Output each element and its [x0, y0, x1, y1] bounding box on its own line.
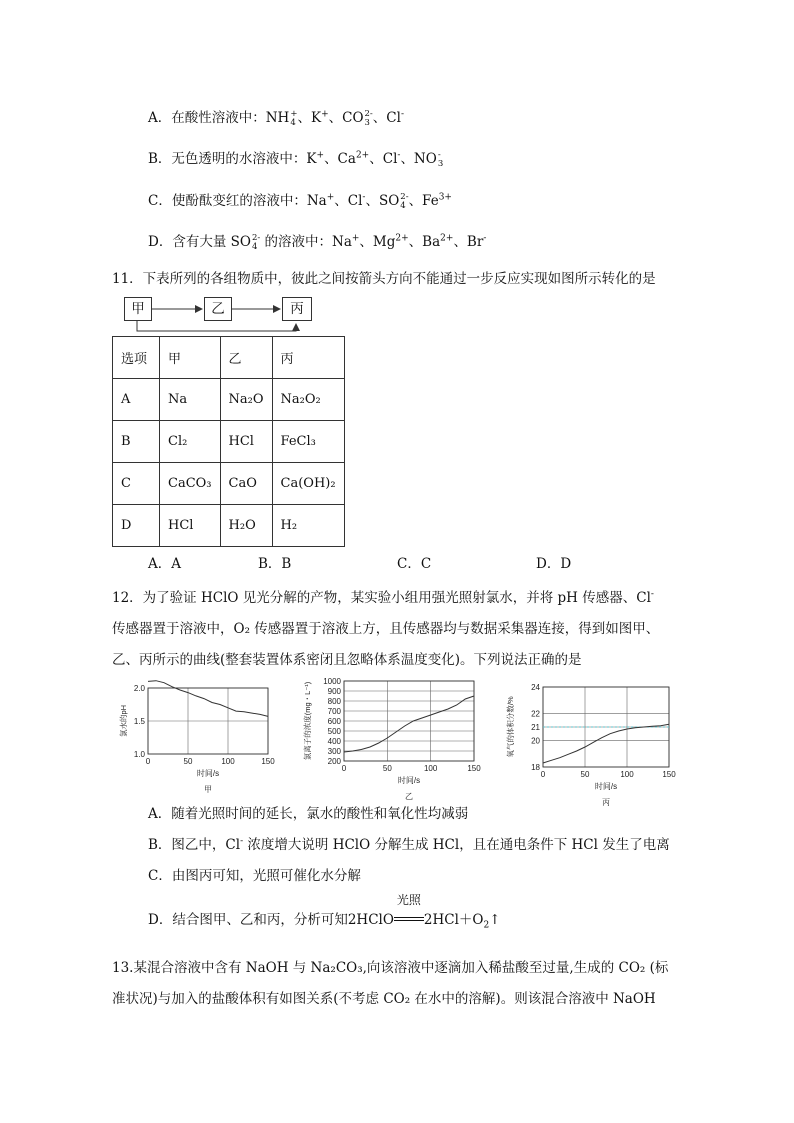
flow-box-jia: 甲 — [124, 297, 152, 321]
x-tick-label: 50 — [183, 757, 193, 766]
q11-answer-b: B．B — [258, 556, 292, 572]
y-axis-label: 氧气的体积分数/% — [506, 696, 515, 758]
q12-option-b: B．图乙中，Cl- 浓度增大说明 HClO 分解生成 HCl，且在通电条件下 HCl 发生了电离 — [148, 836, 670, 853]
x-tick-label: 0 — [145, 757, 151, 766]
y-tick-label: 18 — [531, 763, 540, 772]
q13-line2: 准状况)与加入的盐酸体积有如图关系(不考虑 CO₂ 在水中的溶解)。则该混合溶液中 NaOH — [112, 991, 656, 1007]
graph-jia-svg — [118, 678, 288, 818]
q10-option-c: C．使酚酞变红的溶液中：Na+、Cl-、SO 2- 4 、$Fe^{3+}$ — [148, 191, 452, 211]
chart-caption: 丙 — [602, 798, 610, 807]
x-tick-label: 0 — [540, 770, 546, 779]
q12-stem-line2: 传感器置于溶液中，O₂ 传感器置于溶液上方，且传感器均与数据采集器连接，得到如图甲、 — [112, 621, 660, 637]
q11-options-table — [112, 336, 345, 547]
table-row: B Cl₂ HCl FeCl₃ — [113, 421, 345, 463]
x-tick-label: 100 — [423, 764, 438, 773]
q11-stem: 11．下表所列的各组物质中，彼此之间按箭头方向不能通过一步反应实现如图所示转化的是 — [112, 271, 656, 287]
y-tick-label: 400 — [327, 737, 341, 746]
y-axis-label: 氯水的pH — [119, 704, 128, 738]
graph-yi — [302, 675, 490, 822]
x-axis-label: 时间/s — [594, 782, 618, 791]
q11-answer-c: C．C — [397, 556, 432, 572]
graph-bing-svg — [505, 679, 687, 819]
y-tick-label: 24 — [531, 683, 540, 692]
so4-charge-d: 2- 4 — [251, 232, 261, 252]
equation: 2HClO 光照 $2HCl+O_2↑$ — [347, 893, 501, 931]
x-tick-label: 50 — [382, 764, 392, 773]
graph-jia — [118, 678, 288, 822]
x-tick-label: 50 — [580, 770, 590, 779]
table-header-row: 选项 甲 乙 丙 — [113, 337, 345, 379]
y-tick-label: 20 — [531, 736, 540, 746]
y-tick-label: 200 — [327, 757, 341, 766]
flow-box-bing: 丙 — [282, 297, 312, 321]
flow-box-yi: 乙 — [204, 297, 232, 321]
y-tick-label: 2.0 — [133, 684, 145, 693]
x-axis-label: 时间/s — [397, 776, 421, 785]
q10-option-d: D．含有大量 SO 2- 4 的溶液中：Na+、$Mg^{2+}$、$Ba^{2+}$、Br- — [148, 232, 487, 252]
y-tick-label: 800 — [327, 697, 341, 706]
arrow-jia-bing — [137, 321, 296, 331]
chart-caption: 甲 — [204, 785, 212, 794]
q12-option-c: C．由图丙可知，光照可催化水分解 — [148, 868, 361, 884]
flow-arrows — [124, 297, 314, 341]
y-tick-label: 900 — [327, 687, 341, 696]
series-line — [148, 681, 268, 717]
q11-answer-d: D．D — [536, 556, 572, 572]
y-tick-label: 21 — [531, 723, 540, 732]
graph-bing — [505, 679, 687, 823]
x-tick-label: 150 — [261, 757, 275, 766]
co3-charge: 2- 3 — [364, 108, 373, 128]
nh4-charge: + 4 — [290, 108, 298, 128]
q10-option-b: B．无色透明的水溶液中：K+、$Ca^{2+}$、Cl-、NO - 3 — [148, 149, 444, 169]
x-tick-label: 0 — [341, 764, 347, 773]
chart-caption: 乙 — [405, 792, 413, 801]
so4-charge: 2- 4 — [400, 191, 409, 211]
x-axis-label: 时间/s — [196, 769, 220, 778]
table-row: D HCl H₂O H₂ — [113, 505, 345, 547]
y-axis-label: 氯离子的浓度(mg・L⁻¹) — [303, 681, 312, 761]
y-tick-label: 700 — [327, 707, 341, 716]
y-tick-label: 600 — [327, 717, 341, 726]
y-tick-label: 1.0 — [133, 750, 145, 759]
q12-stem-line1: 12．为了验证 HClO 见光分解的产物，某实验小组用强光照射氯水，并将 pH 传感器、Cl- — [112, 589, 654, 606]
q13-line1: 13.某混合溶液中含有 NaOH 与 Na₂CO₃,向该溶液中逐滴加入稀盐酸至过量,生成的 CO₂ (标 — [112, 960, 669, 976]
y-tick-label: 22 — [531, 709, 540, 719]
x-tick-label: 100 — [221, 757, 235, 766]
y-tick-label: 500 — [327, 727, 341, 736]
q10-a-label: A．在酸性溶液中：NH — [148, 110, 290, 126]
x-tick-label: 150 — [662, 770, 676, 779]
transformation-flow-diagram — [124, 297, 314, 341]
q12-option-d: D．结合图甲、乙和丙，分析可知2HClO 光照 $2HCl+O_2↑$ — [148, 893, 501, 931]
q11-answer-a: A．A — [148, 556, 181, 572]
no3-charge: - 3 — [437, 149, 444, 169]
y-tick-label: 1000 — [323, 677, 341, 686]
table-row: A Na Na₂O Na₂O₂ — [113, 379, 345, 421]
q12-option-a: A．随着光照时间的延长，氯水的酸性和氧化性均减弱 — [148, 806, 469, 822]
series-line — [543, 724, 669, 763]
x-tick-label: 150 — [467, 764, 481, 773]
x-tick-label: 100 — [620, 770, 634, 779]
graph-yi-svg — [302, 675, 490, 818]
q12-stem-line3: 乙、丙所示的曲线(整套装置体系密闭且忽略体系温度变化)。下列说法正确的是 — [112, 652, 582, 668]
y-tick-label: 300 — [327, 747, 341, 756]
y-tick-label: 1.5 — [133, 717, 145, 726]
series-line — [344, 696, 474, 752]
condition-arrow: 光照 — [394, 908, 424, 921]
table-row: C CaCO₃ CaO Ca(OH)₂ — [113, 463, 345, 505]
q10-option-a: A．在酸性溶液中：NH + 4 、K+、CO 2- 3 、Cl- — [148, 108, 404, 128]
